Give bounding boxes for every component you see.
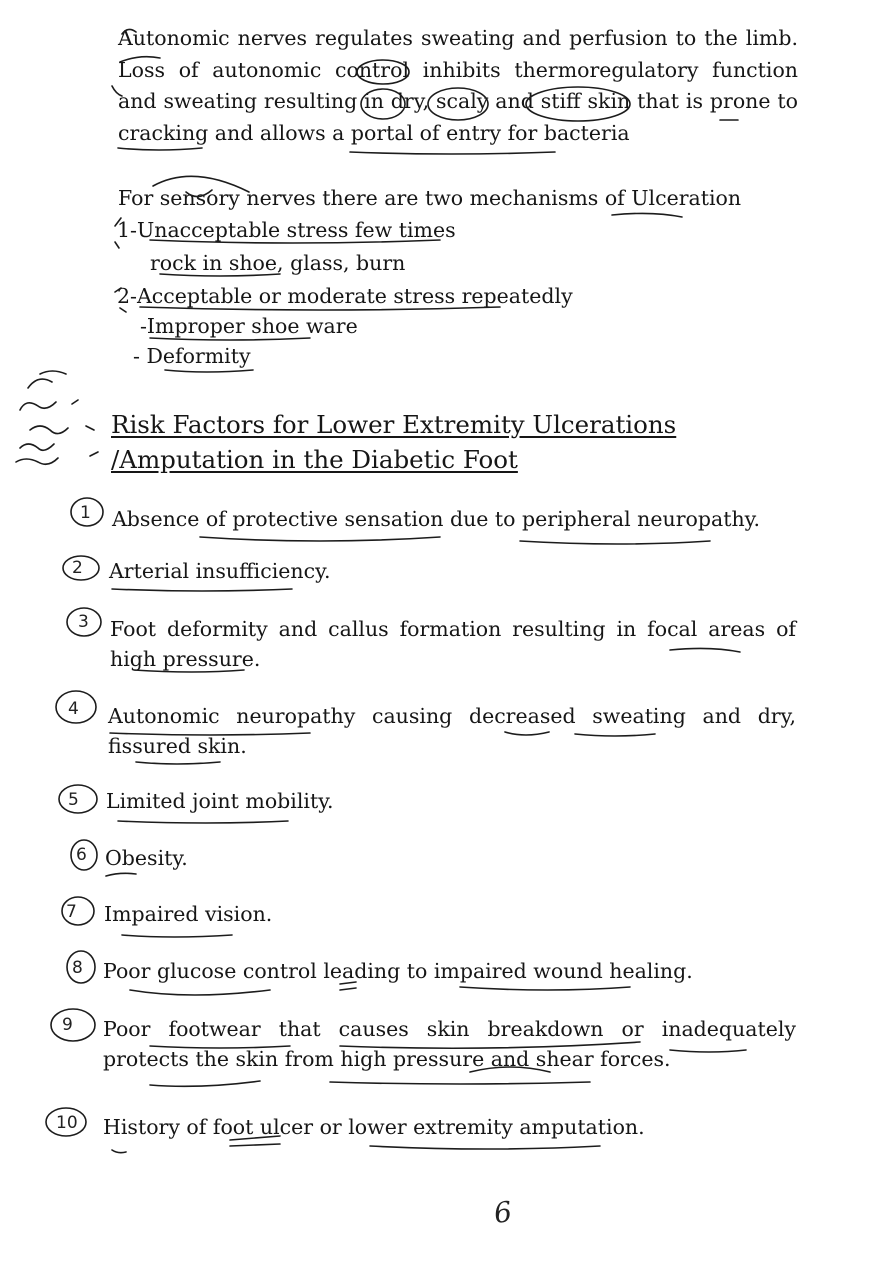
list-item-text: Arterial insufficiency.: [109, 559, 331, 583]
list-item-text: Poor footwear that causes skin breakdown or inadequately: [103, 1017, 796, 1041]
list-item: [105, 843, 188, 873]
number-circle: [51, 1009, 95, 1041]
risk-heading-line-2: /Amputation in the Diabetic Foot: [111, 445, 518, 474]
list-item: [104, 899, 272, 929]
item-number: 7: [66, 902, 77, 922]
list-item: [109, 556, 330, 586]
list-item: [103, 956, 693, 986]
item-number: 2: [72, 558, 83, 578]
mechanism-2-title: 2-Acceptable or moderate stress repeatedly: [117, 284, 573, 308]
paragraph-line: Loss of autonomic control inhibits thermoregulatory function: [118, 57, 798, 82]
autonomic-paragraph: [118, 23, 798, 149]
sensory-title: For sensory nerves there are two mechanisms of Ulceration: [118, 186, 742, 210]
list-item: [106, 786, 334, 816]
paragraph-line: cracking and allows a portal of entry for bacteria: [118, 120, 630, 145]
list-item-text: Poor glucose control leading to impaired wound healing.: [103, 959, 693, 983]
list-item-text: Autonomic neuropathy causing decreased sweating and dry,: [108, 704, 796, 728]
paragraph-line: and sweating resulting in dry, scaly and stiff skin that is prone to: [118, 89, 798, 113]
list-item-text: Limited joint mobility.: [106, 789, 334, 813]
mechanism-1-example: rock in shoe, glass, burn: [150, 251, 406, 275]
page-number: 6: [491, 1194, 515, 1231]
item-number: 3: [78, 612, 89, 632]
list-item-text: History of foot ulcer or lower extremity amputation.: [103, 1115, 645, 1139]
list-item-text: protects the skin from high pressure and shear forces.: [103, 1047, 671, 1071]
list-item: [103, 1014, 796, 1074]
list-item-text: Absence of protective sensation due to peripheral neuropathy.: [112, 507, 761, 531]
list-item-text: Foot deformity and callus formation resulting in focal areas of: [110, 617, 796, 641]
list-item-text: Obesity.: [105, 846, 188, 870]
risk-heading-line-1: Risk Factors for Lower Extremity Ulcerations: [111, 410, 677, 439]
list-item: [112, 504, 760, 534]
list-item: [110, 614, 796, 674]
mechanism-2-example-shoe: -Improper shoe ware: [140, 314, 358, 338]
list-item: [103, 1112, 645, 1142]
item-number: 4: [68, 699, 79, 719]
item-number: 6: [76, 845, 87, 865]
mechanism-2-example-deformity: - Deformity: [133, 344, 251, 368]
paragraph-line: Autonomic nerves regulates sweating and perfusion to the limb.: [118, 26, 798, 50]
item-number: 5: [68, 790, 79, 810]
mechanism-1-title: 1-Unacceptable stress few times: [117, 218, 456, 242]
list-item-text: Impaired vision.: [104, 902, 273, 926]
item-number: 10: [56, 1113, 78, 1133]
item-number: 8: [72, 958, 83, 978]
list-item: [108, 701, 796, 761]
list-item-text: high pressure.: [110, 647, 261, 671]
item-number: 9: [62, 1015, 73, 1035]
item-number: 1: [80, 503, 91, 523]
list-item-text: fissured skin.: [108, 734, 247, 758]
